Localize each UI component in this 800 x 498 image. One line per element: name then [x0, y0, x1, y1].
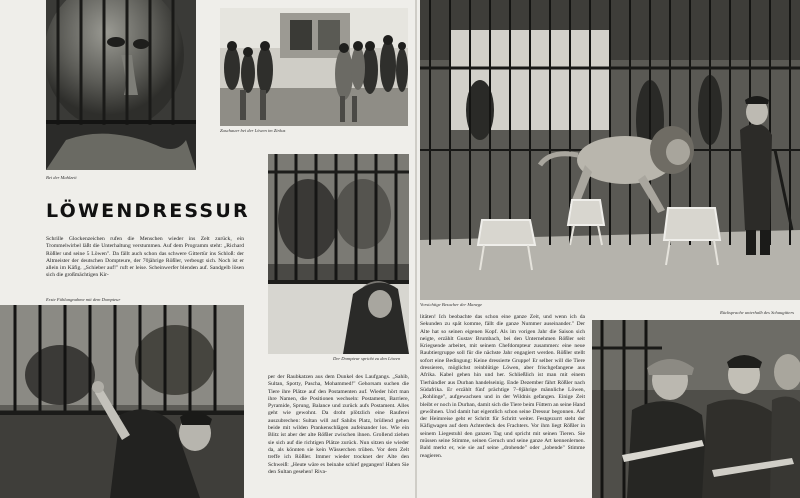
- cage-hands-photo: [268, 154, 409, 354]
- audience-caption: Zuschauer bei der Löwen im Zirkus: [220, 128, 286, 133]
- jumping-lion-photo: [420, 0, 800, 300]
- cage-hands-caption: Der Dompteur spricht zu den Löwen: [333, 356, 401, 361]
- middle-column-text: per der Raubkatzen aus dem Dunkel des Laufgangs. „Sahib, Sultan, Spotty, Pascha, Mohammed!" Gehorsam suchen die Tiere ihre Plätze auf den Postamenten auf. Wieder hört man ihre Namen, die Positionen wechseln: Postament, Barriere, Pyramide, Sprung, Balance und zurück aufs Postament. Alles geht wie gewohnt. Da droht plötzlich eine Rauferei auszubrechen: Sultan will auf Sahibs Platz, brüllend gehen beide mit wilden Prankenschlägen aufeinander los. Wie ein Blitz ist aber der alte Rößler zwischen ihnen. Grollend ziehen sie sich auf die richtigen Plätze zurück. Nun sitzen sie wieder da, als könnten sie kein Wässerchen trüben. Vor dem Zelt treffe ich Rößler. Immer wieder trocknet der Alte den Schweiß: „Heute wäre es beinahe schief gegangen! Haben Sie den Sultan gesehen! Riva-: [268, 374, 409, 475]
- middle-column: [268, 374, 409, 476]
- lion-closeup-photo: [46, 0, 196, 170]
- trainers-right-caption: Rücksprache unterhalb des Schaugitters: [720, 310, 795, 315]
- trainers-right-photo: [592, 320, 800, 498]
- jumping-lion-caption: Vorsichtige Besucher der Manege: [420, 302, 483, 307]
- trainer-bottom-left-caption: Erste Fühlungnahme mit dem Dompteur: [46, 297, 121, 302]
- audience-photo: [220, 8, 408, 126]
- intro-paragraph: [46, 236, 244, 280]
- intro-paragraph-text: Schrille Glockenzeichen rufen die Menschen wieder ins Zelt zurück, ein Trommelwirbel läßt die Unterhaltung verstummen. Auf dem Programm steht: „Richard Rößler und seine 5 Löwen". Da fällt auch schon das schwere Gittertür ins Schloß: der Altmeister der deutschen Dompteure, der 70jährige Rößler, verbeugt sich. Noch ist er allein im Käfig. „Schieber auf!" ruft er leise. Scheinwerfer blenden auf. Sandgelb lösen sich die großmächtigen Kir-: [46, 236, 244, 279]
- right-column: [420, 314, 585, 460]
- lion-closeup-caption: Bei der Mahlzeit: [46, 175, 77, 180]
- article-title: LÖWENDRESSUR: [46, 200, 250, 222]
- right-column-text: litäten! Ich beobachte das schon eine ganze Zeit, und wenn ich da Sekunden zu spät komme, fällt die ganze Nummer auseinander." Der Alte hat so seinen eigenen Kopf. Als im vorigen Jahr die Saison sich neigte, erzählt Gustav Brumbach, bei den Unternehmen Rößler seit Kriegsende arbeitet, mit seinem Chefdompteur zusammen: eine neue Raubtiergruppe soll für die nächste Jahr engagiert werden. Rößler stellt sofort eine Bedingung: Keine dressierte Gruppe! Er selber will die Tiere dressieren, möglichst reinblütige Löwen, aber frischgefangene aus Afrika. Kabel gehen hin und her. Schließlich ist man mit einem Tierhändler aus Durban handelseinig. Ende Dezember fährt Rößler nach Südafrika. Er erzählt fünf prächtige 7–8jährige männliche Löwen, „Rohlinge", aufgewachsen und in der Wildnis gefangen. Einige Zeit bleibt er noch in Durban, damit sich die Tiere beim Füttern an seine Hand gewöhnen. Und damit hat eigentlich schon seine Dressur begonnen. Auf der Heimreise geht er Schritt für Schritt weiter. Festgezurrt steht der Käfigwagen auf dem Achterdeck des Frachters. Vor ihm liegt Rößler in seinem Liegestuhl den ganzen Tag und spricht mit seinen Tieren. Sie müssen seine Stimme, seinen Geruch und seine ganze Art kennenlernen. Bald merkt er, wie sie auf seine „drohende" oder „lobende" Stimme reagieren.: [420, 314, 585, 459]
- right-page: [417, 0, 800, 498]
- trainer-bottom-left-photo: [0, 305, 244, 498]
